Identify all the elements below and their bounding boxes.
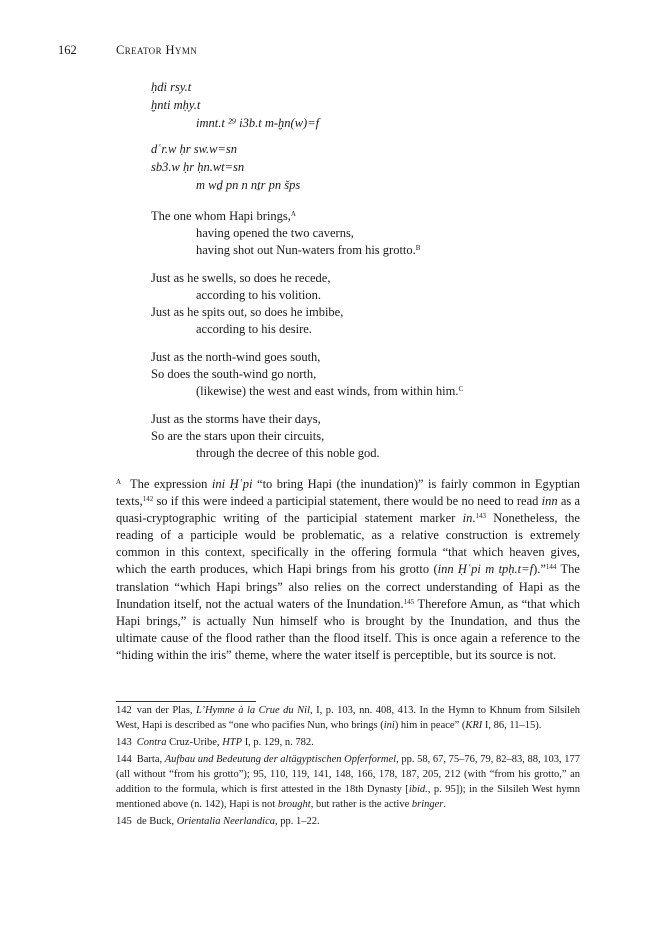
page-number: 162 [58,43,77,57]
footnote-143: 143 Contra Cruz-Uribe, HTP I, p. 129, n. 782. [116,737,314,748]
transliteration-block-1 [151,78,319,132]
running-header [58,43,197,58]
note-mark: B [415,244,421,252]
commentary-paragraph: $^A$ The expression ini Ḥʿpi “to bring Hapi (the inundation)” is fairly common in Egyptian texts,$^{142}$ so if this were indeed a participial statement, there would be no need to read inn as a quasi-cryptographic writing of the participial statement marker in.$^{143}$ Nonetheless, the reading of a participle would be problematic, as a relative construction is extremely common in this context, specifically in the offering formula “that which heaven gives, which the earth produces, which Hapi brings from his grotto (inn Ḥʿpi m tpḥ.t=f).”$^{144}$ The translation “which Hapi brings” also relies on the correct understanding of Hapi as the Inundation itself, not the actual waters of the Inundation.$^{145}$ Therefore Amun, as “that which Hapi brings,” is actually Nun himself who is brought by the Inundation, and thus the ultimate cause of the flood rather than the flood itself. This is once again a reference to the “hiding within the iris” theme, where the water itself is perceptible, but its source is not. [116,477,580,662]
running-title: Creator Hymn [116,43,198,57]
verse-line: So are the stars upon their circuits, [151,429,325,443]
footnote-ref[interactable]: 142 [142,495,154,504]
translit-line: dʿr.w ḥr sw.w=sn [151,142,238,156]
verse-line: So does the south-wind go north, [151,367,317,381]
footnote-142: 142 van der Plas, L’Hymne à la Crue du Nil, I, p. 103, nn. 408, 413. In the Hymn to Khnum from Silsileh West, Hapi is described as “one who pacifies Nun, who brings (ini) him in peace” (KRI I, 86, 11–15). [116,705,580,731]
translit-line: ḫnti mḥy.t [151,98,201,112]
translation-stanza-1 [151,208,420,259]
verse-line: The one whom Hapi brings,$^A$ [151,209,296,223]
footnote-ref[interactable]: 145 [403,597,415,606]
verse-line: Just as the north-wind goes south, [151,350,321,364]
verse-line: according to his volition. [196,288,321,302]
verse-line: Just as the storms have their days, [151,412,321,426]
footnote-ref[interactable]: 143 [475,512,486,521]
verse-line: Just as he swells, so does he recede, [151,271,331,285]
translation-stanza-2 [151,270,343,338]
footnote-divider [116,701,256,702]
translit-line: sb3.w ḥr ḥn.wt=sn [151,160,245,174]
translit-line: imnt.t ²⁹ i3b.t m-ḫn(w)=f [196,116,320,130]
verse-line: having shot out Nun-waters from his grotto.$^B$ [196,243,421,257]
translit-line: ḥdi rsy.t [151,80,192,94]
note-mark: A [290,210,296,218]
footnote-145: 145 de Buck, Orientalia Neerlandica, pp. 1–22. [116,816,320,827]
footnote-144: 144 Barta, Aufbau und Bedeutung der altägyptischen Opferformel, pp. 58, 67, 75–76, 79, 82–83, 88, 103, 177 (all without “from his grotto”); 95, 110, 119, 141, 148, 166, 178, 187, 205, 212 (with “from his grotto,” an addition to the formula, which is first attested in the 18th Dynasty [ibid., p. 95]); in the Silsileh West hymn mentioned above (n. 142), Hapi is not brought, but rather is the active bringer. [116,754,580,810]
note-mark: C [458,385,464,393]
verse-line: (likewise) the west and east winds, from within him.$^C$ [196,384,464,398]
footnote-ref[interactable]: 144 [545,563,557,572]
transliteration-block-2 [151,140,300,194]
footnotes [116,703,580,831]
commentary-mark: A [116,478,122,486]
verse-line: according to his desire. [196,322,312,336]
verse-line: having opened the two caverns, [196,226,354,240]
translit-line: m wḏ pn n nṯr pn šps [196,178,301,192]
translation-stanza-3 [151,349,463,400]
verse-line: through the decree of this noble god. [196,446,380,460]
translation-stanza-4 [151,411,380,462]
verse-line: Just as he spits out, so does he imbibe, [151,305,344,319]
